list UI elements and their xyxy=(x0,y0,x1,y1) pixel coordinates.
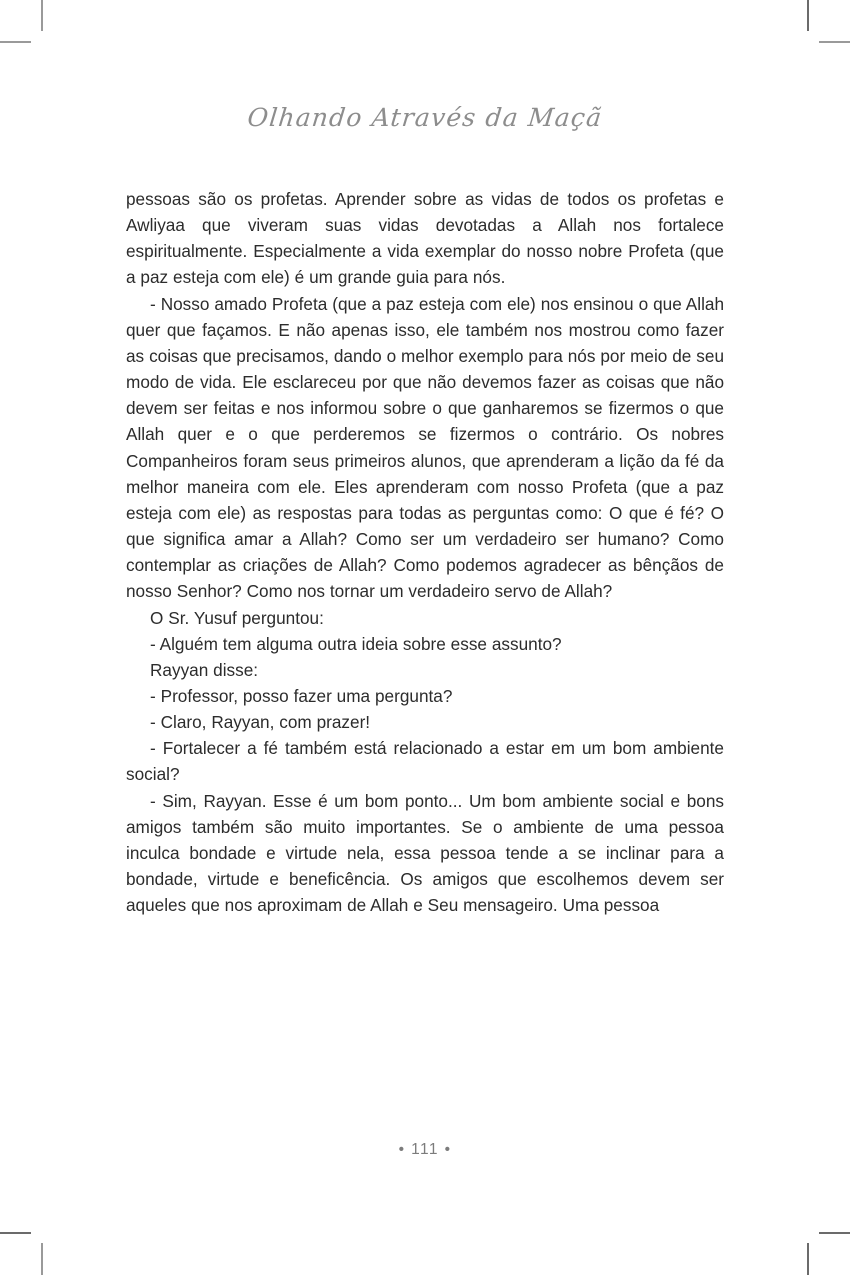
paragraph-professor-pergunta: - Professor, posso fazer uma pergunta? xyxy=(150,685,453,706)
page-number-folio: • 111 • xyxy=(398,1141,452,1158)
crop-mark-top-left-vertical xyxy=(41,0,43,31)
paragraph-sim-rayyan: - Sim, Rayyan. Esse é um bom ponto... Um bom ambiente social e bons amigos também são muito importantes. Se o ambiente de uma pessoa inculca bondade e virtude nela, essa pessoa tende a se inclinar para a bondade, virtude e beneficência. Os amigos que escolhemos devem ser aqueles que nos aproximam de Allah e Seu mensageiro. Uma pessoa xyxy=(126,790,724,916)
paragraph-profeta-ensinou: - Nosso amado Profeta (que a paz esteja com ele) nos ensinou o que Allah quer que façamos. E não apenas isso, ele também nos mostrou como fazer as coisas que precisamos, dando o melhor exemplo para nós por meio de seu modo de vida. Ele esclareceu por que não devemos fazer as coisas que não devem ser feitas e nos informou sobre o que ganharemos se fizermos o que Allah quer e o que perderemos se fizermos o contrário. Os nobres Companheiros foram seus primeiros alunos, que aprenderam a lição da fé da melhor maneira com ele. Eles aprenderam com nosso Profeta (que a paz esteja com ele) as respostas para todas as perguntas como: O que é fé? O que significa amar a Allah? Como ser um verdadeiro ser humano? Como contemplar as criações de Allah? Como podemos agradecer as bênçãos de nosso Senhor? Como nos tornar um verdadeiro servo de Allah? xyxy=(126,293,724,602)
body-text-column xyxy=(126,186,724,918)
crop-mark-top-right-horizontal xyxy=(819,41,850,43)
crop-mark-top-left-horizontal xyxy=(0,41,31,43)
crop-mark-bottom-left-horizontal xyxy=(0,1232,31,1234)
crop-mark-bottom-left-vertical xyxy=(41,1243,43,1275)
running-head-title: Olhando Através da Maçã xyxy=(246,103,604,132)
paragraph-continuation: pessoas são os profetas. Aprender sobre as vidas de todos os profetas e Awliyaa que viveram suas vidas devotadas a Allah nos fortalece espiritualmente. Especialmente a vida exemplar do nosso nobre Profeta (que a paz esteja com ele) é um grande guia para nós. xyxy=(126,189,724,288)
paragraph-alguem-ideia: - Alguém tem alguma outra ideia sobre esse assunto? xyxy=(150,633,562,654)
paragraph-claro-rayyan: - Claro, Rayyan, com prazer! xyxy=(150,712,371,733)
crop-mark-bottom-right-vertical xyxy=(807,1243,809,1275)
paragraph-yusuf-perguntou: O Sr. Yusuf perguntou: xyxy=(150,607,324,628)
paragraph-fortalecer-fe: - Fortalecer a fé também está relacionado a estar em um bom ambiente social? xyxy=(126,738,724,785)
crop-mark-bottom-right-horizontal xyxy=(819,1232,850,1234)
paragraph-rayyan-disse: Rayyan disse: xyxy=(150,659,259,680)
crop-mark-top-right-vertical xyxy=(807,0,809,31)
